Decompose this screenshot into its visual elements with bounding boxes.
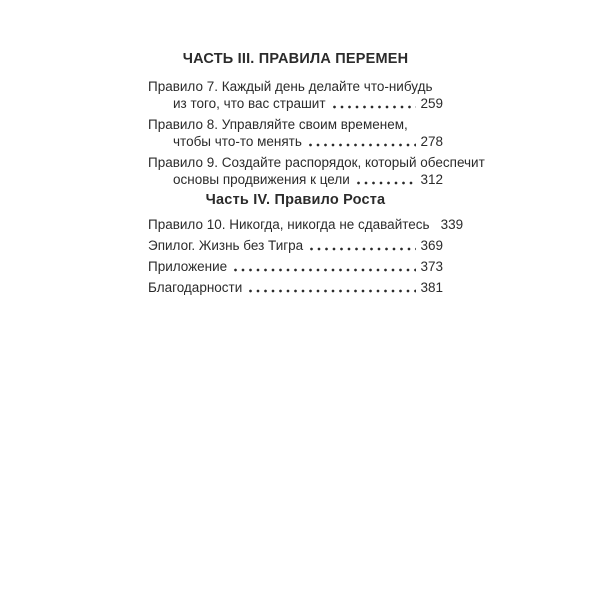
toc-entry-line xyxy=(148,116,443,133)
dot-leader xyxy=(333,105,417,109)
toc-entry-title-continuation: чтобы что-то менять xyxy=(173,134,302,149)
toc-entry-line xyxy=(148,78,443,95)
dot-leader xyxy=(357,181,417,185)
toc-entry-page-number: 381 xyxy=(420,280,443,295)
toc-entry-title: Правило 9. Создайте распорядок, который обеспечит xyxy=(148,155,485,170)
toc-entry-title-continuation: основы продвижения к цели xyxy=(173,172,350,187)
toc-entry-page-number: 369 xyxy=(420,238,443,253)
toc-entry-page-number: 259 xyxy=(420,96,443,111)
toc-entry xyxy=(148,237,443,254)
dot-leader xyxy=(310,247,416,251)
section-heading: ЧАСТЬ III. ПРАВИЛА ПЕРЕМЕН xyxy=(182,51,409,67)
toc-entry xyxy=(148,258,443,275)
dot-leader xyxy=(249,289,416,293)
dot-leader xyxy=(234,268,416,272)
toc-entry-line xyxy=(148,216,464,233)
section-heading: Часть IV. Правило Роста xyxy=(205,192,386,208)
toc-entry xyxy=(148,116,443,150)
toc-section-part-4 xyxy=(148,192,464,296)
toc-entry-title: Благодарности xyxy=(148,280,243,295)
toc-entry-page-number: 312 xyxy=(420,172,443,187)
toc-entry-page-number: 339 xyxy=(440,217,464,232)
toc-entry-line xyxy=(148,171,443,188)
toc-entry-line xyxy=(148,237,443,254)
toc-entry-title: Приложение xyxy=(148,259,228,274)
toc-entry xyxy=(148,78,443,112)
toc-entry xyxy=(148,279,443,296)
toc-entry-title: Правило 7. Каждый день делайте что-нибудь xyxy=(148,79,433,94)
toc-entry xyxy=(148,154,485,188)
toc-entry-line xyxy=(148,95,443,112)
toc-entry-title: Правило 8. Управляйте своим временем, xyxy=(148,117,408,132)
toc-section-part-3 xyxy=(148,51,485,188)
toc-entry-line xyxy=(148,279,443,296)
toc-entry-line xyxy=(148,154,485,171)
toc-entry-line xyxy=(148,133,443,150)
toc-entry-title: Эпилог. Жизнь без Тигра xyxy=(148,238,304,253)
toc-entry xyxy=(148,216,464,233)
toc-entry-line xyxy=(148,258,443,275)
toc-entry-page-number: 373 xyxy=(420,259,443,274)
toc-entry-page-number: 278 xyxy=(420,134,443,149)
toc-entry-title: Правило 10. Никогда, никогда не сдавайтесь xyxy=(148,217,430,232)
dot-leader xyxy=(309,143,417,147)
table-of-contents xyxy=(148,51,485,300)
toc-entry-title-continuation: из того, что вас страшит xyxy=(173,96,326,111)
